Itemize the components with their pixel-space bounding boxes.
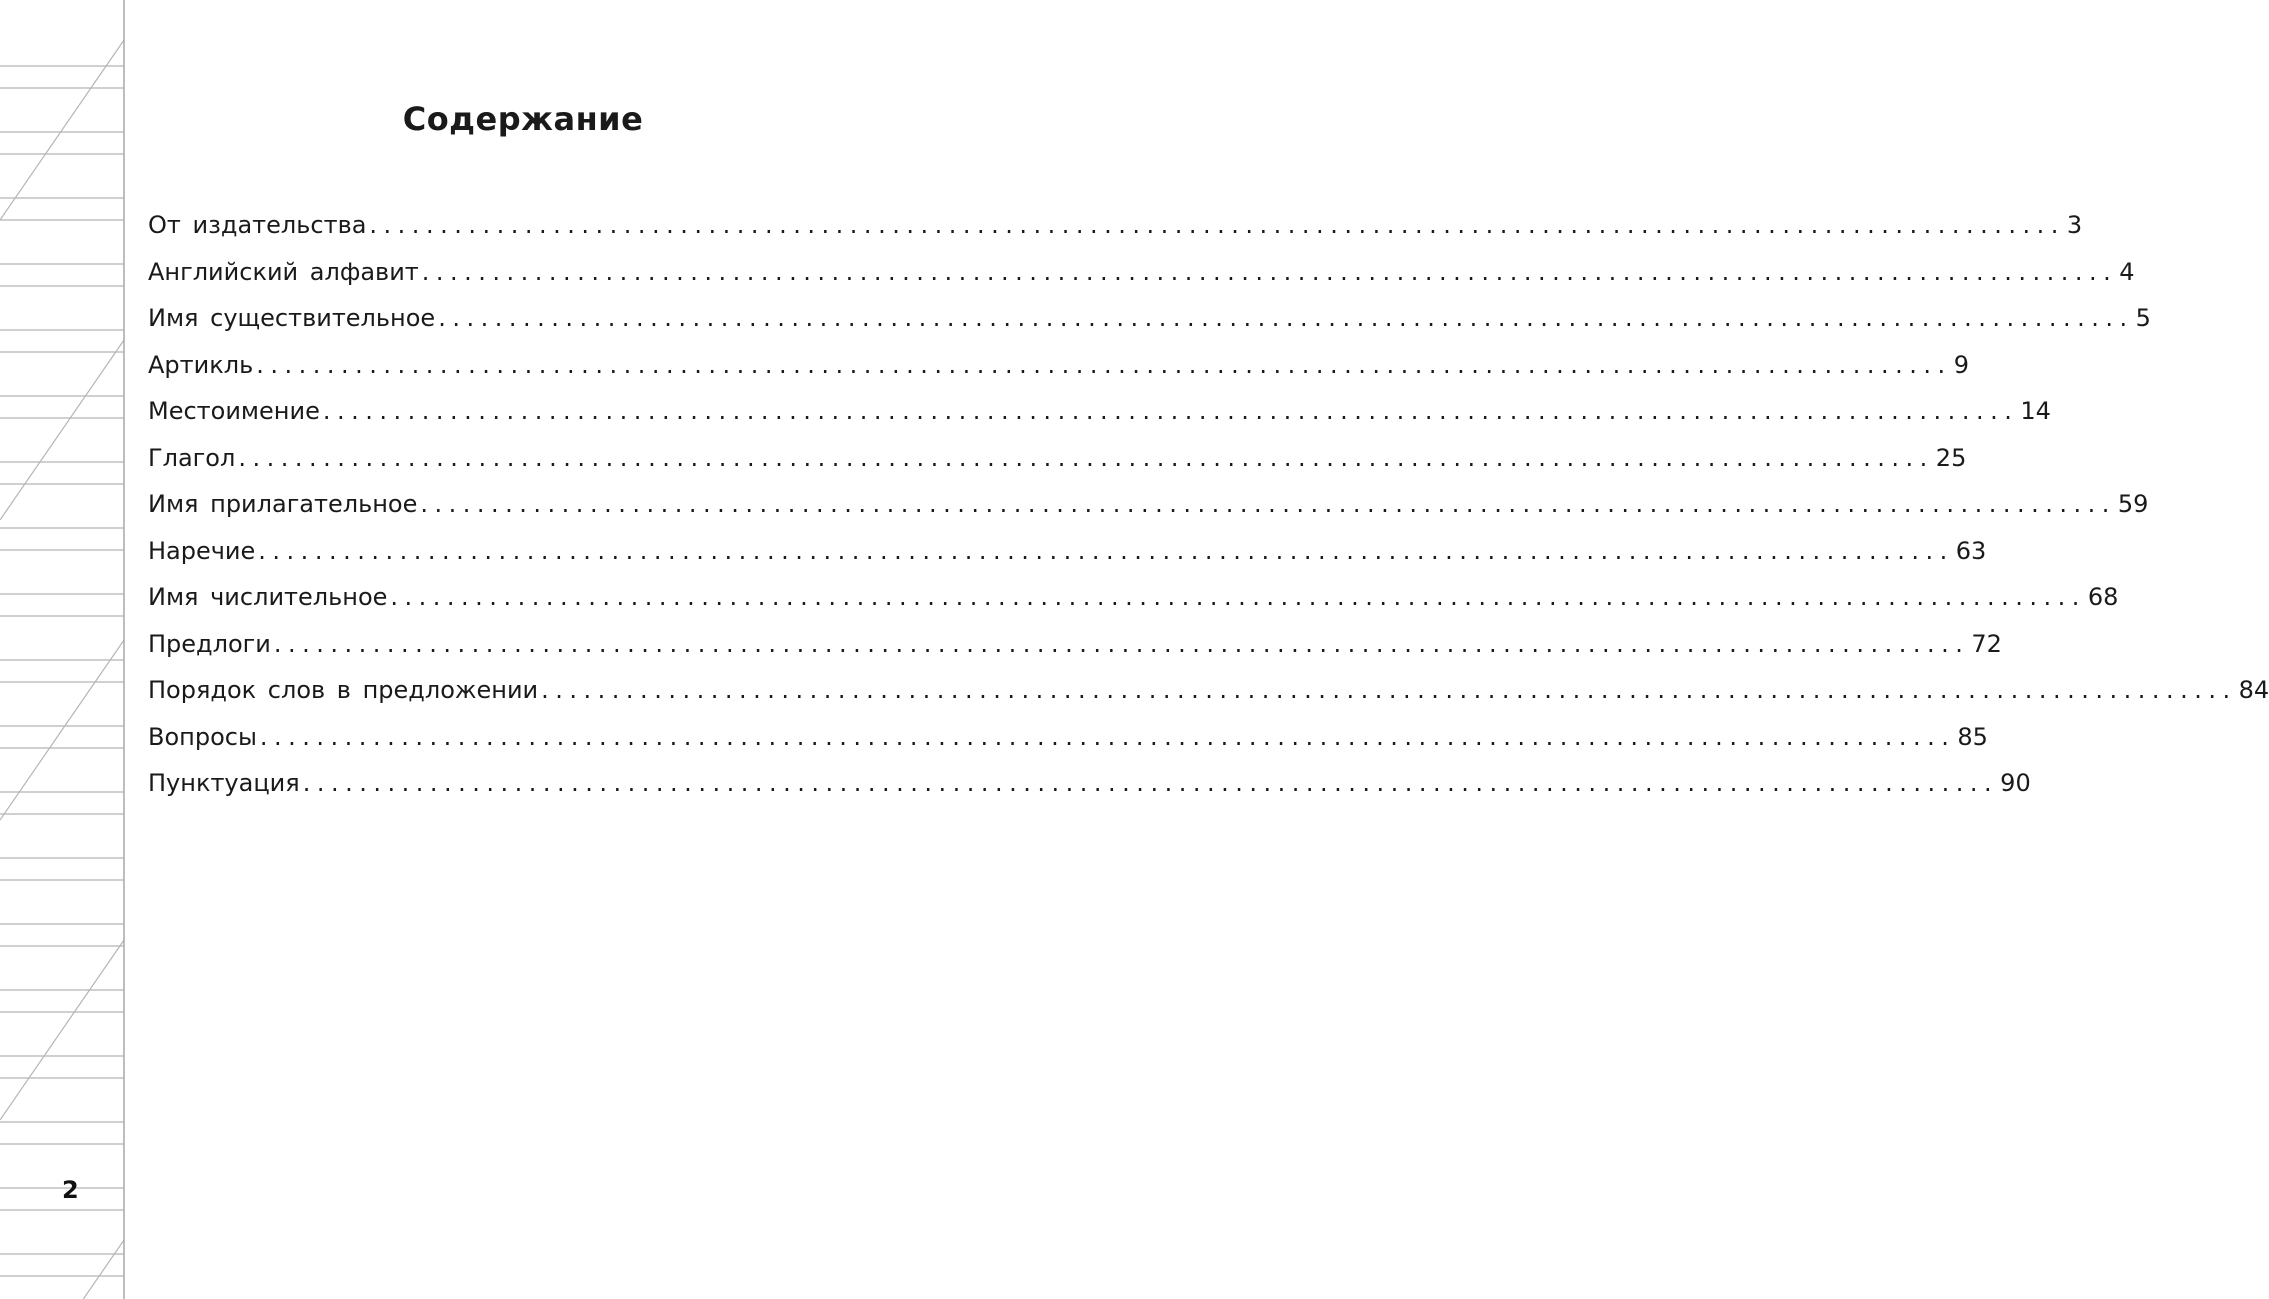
toc-dot-leader: ........................................................................................................................ <box>302 769 1999 797</box>
toc-entry-label: Порядок слов в предложении <box>148 676 539 704</box>
toc-entry <box>148 760 2031 807</box>
page-title: Содержание <box>402 100 644 138</box>
toc-entry <box>148 574 2119 621</box>
toc-entry-page: 72 <box>1971 629 2002 658</box>
toc-dot-leader: ........................................................................................................................ <box>421 257 2118 286</box>
toc-entry <box>148 621 2002 668</box>
toc-entry-label: Вопросы <box>148 722 257 751</box>
toc-entry <box>148 481 2149 528</box>
toc-entry <box>148 435 1967 482</box>
toc-dot-leader: ........................................................................................................................ <box>273 629 1970 658</box>
toc-entry <box>148 249 2135 296</box>
toc-dot-leader: ........................................................................................................................ <box>256 350 1952 379</box>
toc-entry-page: 85 <box>1957 722 1988 751</box>
toc-entry <box>148 388 2051 435</box>
toc-entry-label: Имя прилагательное <box>148 490 418 518</box>
toc-entry <box>148 295 2151 342</box>
toc-dot-leader: ........................................................................................................................ <box>369 211 2065 239</box>
toc-entry-page: 90 <box>2000 769 2031 797</box>
toc-entry-label: Имя числительное <box>148 583 388 611</box>
toc-entry <box>148 342 1969 389</box>
toc-entry-page: 63 <box>1955 536 1987 565</box>
toc-entry <box>148 667 2269 714</box>
page-number: 2 <box>62 1176 79 1204</box>
toc-entry-label: Глагол <box>148 443 236 472</box>
toc-dot-leader: ........................................................................................................................ <box>420 490 2116 518</box>
toc-dot-leader: ........................................................................................................................ <box>258 536 1954 565</box>
toc-entry-label: Пунктуация <box>148 769 300 797</box>
toc-entry-page: 68 <box>2087 583 2119 611</box>
toc-dot-leader: ........................................................................................................................ <box>541 676 2237 704</box>
toc-entry-page: 59 <box>2117 490 2149 518</box>
toc-entry-label: Артикль <box>148 350 254 379</box>
toc-entry-page: 3 <box>2066 211 2083 239</box>
toc-entry-label: Английский алфавит <box>148 257 419 286</box>
toc-dot-leader: ........................................................................................................................ <box>438 304 2134 332</box>
toc-entry-page: 25 <box>1935 443 1967 472</box>
toc-entry-page: 5 <box>2135 304 2151 332</box>
toc-entry-label: От издательства <box>148 211 367 239</box>
toc-entry-label: Предлоги <box>148 629 271 658</box>
toc-entry <box>148 714 1988 761</box>
toc-entry <box>148 528 1987 575</box>
toc-dot-leader: ........................................................................................................................ <box>322 397 2019 425</box>
table-of-contents <box>148 202 2269 807</box>
toc-dot-leader: ........................................................................................................................ <box>238 443 1934 472</box>
margin-ruling <box>0 0 130 1299</box>
toc-entry-page: 84 <box>2238 676 2269 704</box>
toc-entry-label: Наречие <box>148 536 256 565</box>
toc-entry-page: 4 <box>2119 257 2135 286</box>
toc-entry-label: Местоимение <box>148 397 320 425</box>
toc-entry-label: Имя существительное <box>148 304 436 332</box>
toc-dot-leader: ........................................................................................................................ <box>259 722 1956 751</box>
toc-dot-leader: ........................................................................................................................ <box>390 583 2086 611</box>
toc-entry <box>148 202 2083 249</box>
toc-entry-page: 9 <box>1953 350 1969 379</box>
toc-entry-page: 14 <box>2020 397 2051 425</box>
